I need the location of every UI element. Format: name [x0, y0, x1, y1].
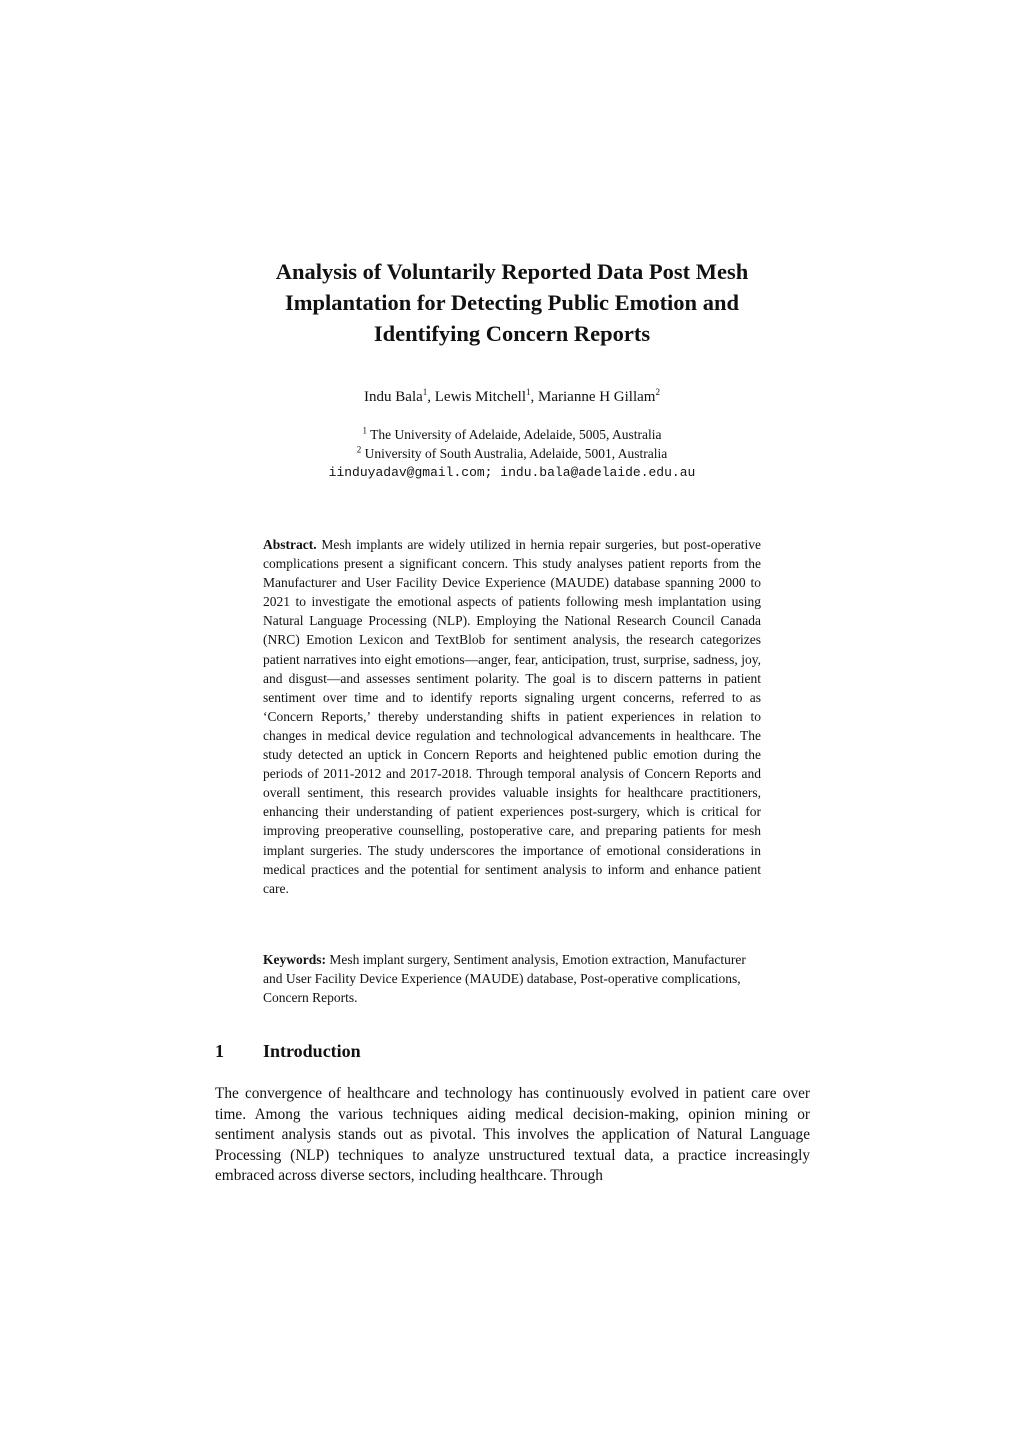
section-heading — [215, 1039, 361, 1063]
affiliation — [200, 444, 824, 463]
keywords — [263, 950, 761, 1007]
author-name: Marianne H Gillam — [538, 389, 656, 405]
introduction-paragraph: The convergence of healthcare and technology has continuously evolved in patient care over time. Among the various techniques aiding medical decision-making, opinion mining or sentiment analysis stands out as pivotal. This involves the application of Natural Language Processing (NLP) techniques to analyze unstructured textual data, a practice increasingly embraced across diverse sectors, including healthcare. Through — [215, 1085, 810, 1185]
author-name: Lewis Mitchell — [434, 389, 526, 405]
affiliation — [200, 425, 824, 444]
abstract-label: Abstract. — [263, 537, 317, 552]
keywords-label: Keywords: — [263, 952, 326, 967]
title-line: Implantation for Detecting Public Emotion and — [285, 290, 739, 315]
author-affil-mark: 1 — [422, 387, 428, 397]
title-line: Analysis of Voluntarily Reported Data Post Mesh — [275, 259, 749, 284]
title-line: Identifying Concern Reports — [373, 321, 651, 346]
author-list: Indu Bala$^1$, Lewis Mitchell$^1$, Marianne H Gillam$^2$ — [364, 387, 660, 405]
abstract — [263, 535, 761, 898]
affiliation-mark: 2 — [356, 444, 362, 455]
author-affil-mark: 1 — [526, 387, 531, 397]
section-title: Introduction — [263, 1041, 361, 1061]
affiliation-text: University of South Australia, Adelaide, 5001, Australia — [361, 446, 668, 461]
contact-emails: iinduyadav@gmail.com; indu.bala@adelaide.edu.au — [328, 465, 696, 480]
keywords-text: Mesh implant surgery, Sentiment analysis, Emotion extraction, Manufacturer and User Facility Device Experience (MAUDE) database, Post-operative complications, Concern Reports. — [263, 952, 746, 1006]
author-affil-mark: 2 — [655, 387, 660, 397]
affiliation-text: The University of Adelaide, Adelaide, 5005, Australia — [367, 427, 662, 442]
affiliation-mark: 1 — [362, 425, 368, 436]
abstract-text: Mesh implants are widely utilized in hernia repair surgeries, but post-operative complications present a significant concern. This study analyses patient reports from the Manufacturer and User Facility Device Experience (MAUDE) database spanning 2000 to 2021 to investigate the emotional aspects of patients following mesh implantation using Natural Language Processing (NLP). Employing the National Research Council Canada (NRC) Emotion Lexicon and TextBlob for sentiment analysis, the research categorizes patient narratives into eight emotions—anger, fear, anticipation, trust, surprise, sadness, joy, and disgust—and assesses sentiment polarity. The goal is to discern patterns in patient sentiment over time and to identify reports signaling urgent concerns, referred to as ‘Concern Reports,’ thereby understanding shifts in patient experiences in relation to changes in medical device regulation and technological advancements in healthcare. The study detected an uptick in Concern Reports and heightened public emotion during the periods of 2011-2012 and 2017-2018. Through temporal analysis of Concern Reports and overall sentiment, this research provides valuable insights for healthcare practitioners, enhancing their understanding of patient experiences post-surgery, which is critical for improving preoperative counselling, postoperative care, and preparing patients for mesh implant surgeries. The study underscores the importance of emotional considerations in medical practices and the potential for sentiment analysis to inform and enhance patient care. — [263, 537, 761, 896]
section-number: 1 — [215, 1041, 224, 1061]
paper-title — [200, 256, 824, 349]
author-name: Indu Bala — [364, 389, 423, 405]
